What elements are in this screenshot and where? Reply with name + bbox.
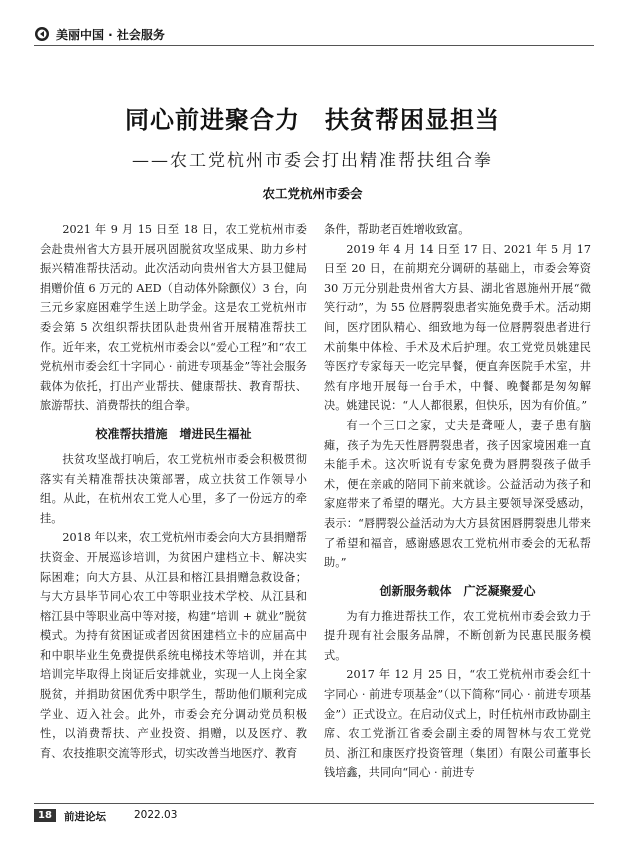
section-heading: 创新服务载体 广泛凝聚爱心	[379, 583, 536, 598]
page-number: 18	[34, 809, 56, 822]
article-author: 农工党杭州市委会	[262, 186, 363, 201]
paragraph: 2019 年 4 月 14 日至 17 日、2021 年 5 月 17 日至 20 日，在前期充分调研的基础上，市委会筹资 30 万元分别赴贵州省大方县、湖北省恩施州开展“微笑行动”，为 55 位唇腭裂患者实施免费手术。活动期间，医疗团队精心、细致地为每一位唇腭裂患者进行术前集中体检、手术及术后护理。农工党党员姚建民等医疗专家每天一吃完早餐，便直奔医院手术室，井然有序地开展每一台手术，中餐、晚餐都是匆匆解决。姚建民说：“人人都很累，但快乐，因为有价值。”	[324, 242, 591, 413]
article-title: 同心前进聚合力 扶贫帮困显担当	[125, 106, 500, 134]
header-divider	[34, 45, 594, 46]
section-label: 美丽中国 · 社会服务	[56, 28, 165, 42]
right-column	[324, 220, 591, 783]
article-subtitle: ——农工党杭州市委会打出精准帮扶组合拳	[132, 151, 493, 171]
paragraph: 有一个三口之家，丈夫是聋哑人，妻子患有脑瘫，孩子为先天性唇腭裂患者，孩子因家境困难一直未能手术。这次听说有专家免费为唇腭裂孩子做手术，便在亲戚的陪同下前来就诊。公益活动为孩子和家庭带来了希望的曙光。大方县主要领导深受感动，表示：“唇腭裂公益活动为大方县贫困唇腭裂患儿带来了希望和福音，感谢感恩农工党杭州市委会的无私帮助。”	[324, 418, 591, 570]
paragraph: 2017 年 12 月 25 日，“农工党杭州市委会红十字同心 · 前进专项基金”（以下简称“同心 · 前进专项基金”）正式设立。在启动仪式上，时任杭州市政协副主席、农工党浙江省委会副主委的周智林与农工党党员、浙江和康医疗投资管理（集团）有限公司董事长钱培鑫，共同向“同心 · 前进专	[324, 668, 591, 780]
paragraph: 扶贫攻坚战打响后，农工党杭州市委会积极贯彻落实有关精准帮扶决策部署，成立扶贫工作领导小组。从此，在杭州农工党人心里，多了一份远方的牵挂。	[40, 452, 307, 525]
issue-number: 2022.03	[134, 809, 178, 821]
circle-arrow-logo-icon	[34, 26, 50, 42]
left-column	[40, 220, 307, 763]
paragraph: 2021 年 9 月 15 日至 18 日，农工党杭州市委会赴贵州省大方县开展巩固脱贫攻坚成果、助力乡村振兴精准帮扶活动。此次活动向贵州省大方县卫健局捐赠价值 6 万元的 AED（自动体外除颤仪）3 台，向三元乡家庭困难学生送上助学金。这是农工党杭州市委会第 5 次组织帮扶团队赴贵州省开展精准帮扶工作。近年来，农工党杭州市委会以“爱心工程”和“农工党杭州市委会红十字同心 · 前进专项基金”等社会服务载体为依托，打出产业帮扶、健康帮扶、教育帮扶、旅游帮扶、消费帮扶的组合拳。	[40, 223, 307, 413]
journal-name: 前进论坛	[64, 811, 106, 823]
paragraph: 2018 年以来，农工党杭州市委会向大方县捐赠帮扶资金、开展巡诊培训，为贫困户建档立卡、解决实际困难；向大方县、从江县和榕江县捐赠急救设备；与大方县毕节同心农工中等职业技术学校、从江县和榕江县中等职业高中等对接，构建“培训 + 就业”脱贫模式。为持有贫困证或者因贫困建档立卡的应届高中和中职毕业生免费提供系统电梯技术等培训，并在其培训完毕取得上岗证后安排就业，实现一人上岗全家脱贫，并捐助贫困优秀中职学生，帮助他们顺利完成学业、迈入社会。此外，市委会充分调动党员积极性，以消费帮扶、产业投资、捐赠，以及医疗、教育、农技推职交流等形式，切实改善当地医疗、教育	[40, 531, 307, 760]
paragraph: 为有力推进帮扶工作，农工党杭州市委会致力于提升现有社会服务品牌，不断创新为民惠民服务模式。	[324, 609, 591, 662]
page-header	[34, 24, 594, 46]
page-footer	[34, 803, 594, 827]
paragraph: 条件，帮助老百姓增收致富。	[324, 223, 470, 236]
section-heading: 校准帮扶措施 增进民生福祉	[95, 426, 252, 441]
footer-divider	[34, 803, 594, 804]
